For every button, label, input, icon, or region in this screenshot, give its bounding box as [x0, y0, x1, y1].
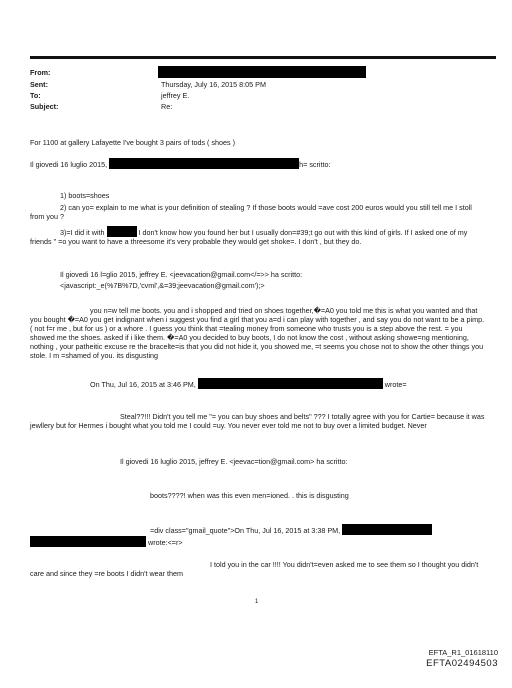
item-3-rest: I don't know how you found her but I usually don=#39;t go out with this kind of girls. If I asked one of my friends " =o you want to have a threesome it's very probable they would get shoke=. I don't , but they do. — [30, 228, 468, 246]
from-redaction — [158, 66, 366, 78]
quote1-redaction — [109, 158, 299, 169]
wrote-text: wrote:<=r> — [148, 538, 183, 547]
quote3-suffix: wrote= — [384, 380, 407, 389]
wrote-line — [30, 536, 183, 547]
item-3 — [30, 226, 485, 246]
footer-ref-1: EFTA_R1_01618110 — [428, 648, 498, 657]
quote1-line — [30, 158, 330, 169]
boots-mention-line: boots????! when was this even men=ioned. . this is disgusting — [150, 491, 349, 500]
subject-value: Re: — [161, 102, 173, 111]
gmail-quote-line — [150, 524, 432, 535]
item-3-start: 3)=I did it with — [60, 228, 105, 237]
quote3-line — [90, 378, 407, 389]
quote3-prefix: On Thu, Jul 16, 2015 at 3:46 PM, — [90, 380, 196, 389]
quote1-suffix: h= scritto: — [299, 160, 331, 169]
sent-value: Thursday, July 16, 2015 8:05 PM — [161, 80, 266, 89]
quote2-line1: Il giovedi 16 l=glio 2015, jeffrey E. <jeevacation@gmail.com</=>> ha scritto: — [60, 270, 303, 279]
quote1-prefix: Il giovedi 16 luglio 2015, — [30, 160, 108, 169]
sent-label: Sent: — [30, 80, 48, 89]
gallery-line: For 1100 at gallery Lafayette I've bought 3 pairs of tods ( shoes ) — [30, 138, 236, 147]
gmail-quote-redaction — [342, 524, 432, 535]
from-label: From: — [30, 68, 51, 77]
quote3-redaction — [198, 378, 383, 389]
subject-label: Subject: — [30, 102, 59, 111]
wrote-redaction — [30, 536, 146, 547]
footer-ref-2: EFTA02494503 — [426, 658, 498, 669]
to-label: To: — [30, 91, 41, 100]
steal-paragraph: Steal??!!! Didn't you tell me "= you can buy shoes and belts" ??? I totally agree with you for Cartie= because it was jewllery but for Hermes i bought what you told me I could =uy. You never ever told me not to buy over a limited budget. Never — [30, 412, 485, 430]
gmail-quote-text: =div class="gmail_quote">On Thu, Jul 16, 2015 at 3:38 PM, — [150, 526, 341, 535]
quote4-line: Il giovedi 16 luglio 2015, jeffrey E. <jeevac=tion@gmail.com> ha scritto: — [120, 457, 348, 466]
boots-paragraph: you n=w tell me boots. you and i shopped and tried on shoes together,�=A0 you told me this is what you wanted and that you bought �=A0 you get indignant when i suggest you find a girl that you a=d i can play with together , and say you do not want to be a pimp. ( not f=r me , but for us ) or a whore . I guess you think that =tealing money from someone who trusts you is a step above the rest. = you showed me the shoes. asked if i like them. �=A0 you decided to buy boots, I do not know the cost , without asking showe=ng mentioning, nothing , your patheitic excuse re the bracelte=is that you did not hide it, you showed me, =t seems you chose not to show the other things you stole. I m =shamed of you. its disgusting — [30, 306, 485, 360]
item-3-redaction — [107, 226, 137, 237]
to-value: jeffrey E. — [161, 91, 190, 100]
car-paragraph: I told you in the car !!!! You didn't=even asked me to see them so I thought you didn't care and since they =re boots I didn't wear them — [30, 560, 479, 578]
item-2: 2) can yo= explain to me what is your definition of stealing ? If those boots would =ave cost 200 euros would you still tell me I stoll from you ? — [30, 203, 472, 221]
header-rule — [30, 56, 496, 59]
quote2-line2: <javascript:_e(%7B%7D,'cvml',&=39;jeevacation@gmail.com');> — [60, 281, 265, 290]
item-1: 1) boots=shoes — [60, 191, 110, 200]
page-number: 1 — [255, 599, 259, 605]
